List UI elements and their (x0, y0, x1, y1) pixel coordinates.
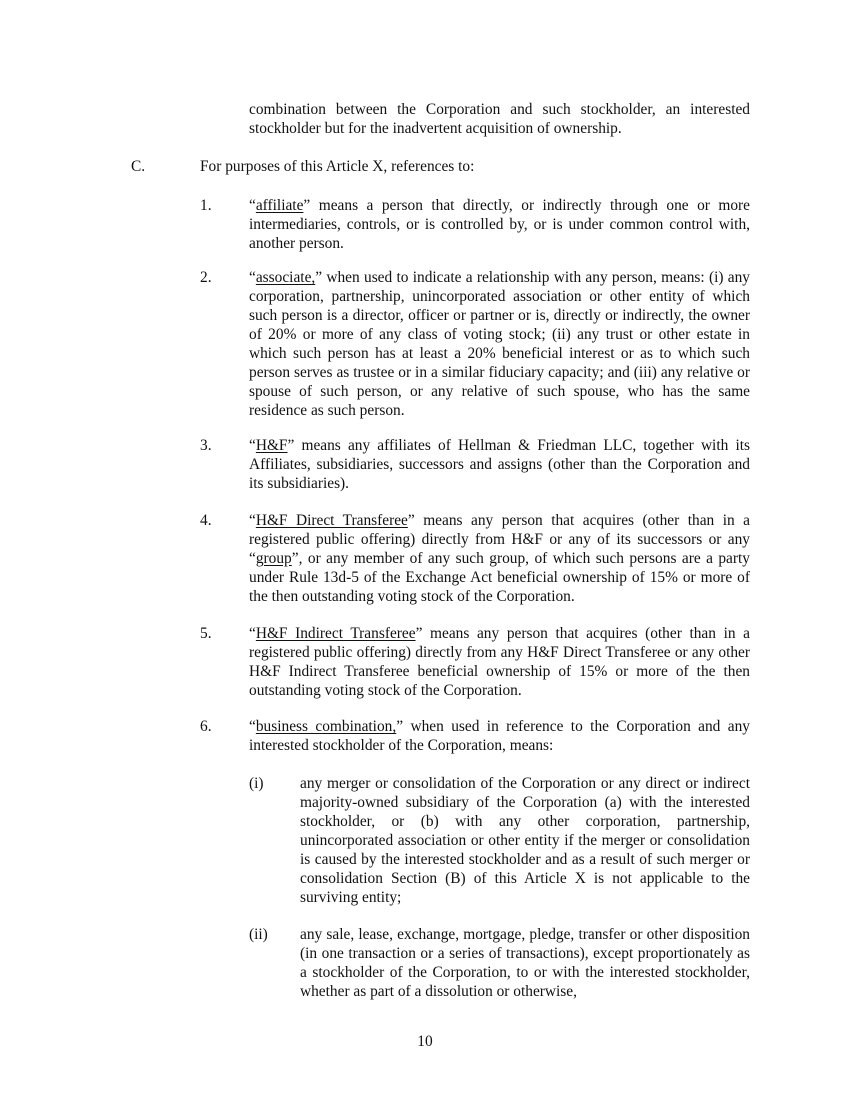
definition-affiliate: “affiliate” means a person that directly, or indirectly through one or more intermediaries, controls, or is controlled by, or is under common control with, another person. (249, 197, 750, 252)
subitem-text: any merger or consolidation of the Corporation or any direct or indirect majority-owned subsidiary of the Corporation (a) with the interested stockholder, or (b) with any other corporation, partnership, unincorporated association or other entity if the merger or consolidation is caused by the interested stockholder and as a result of such merger or consolidation Section (B) of this Article X is not applicable to the surviving entity; (300, 775, 750, 906)
defined-term: associate, (255, 269, 316, 286)
definition-associate: “associate,” when used to indicate a relationship with any person, means: (i) any corporation, partnership, unincorporated association or other entity of which such person is a director, officer or partner or is, directly or indirectly, the owner of 20% or more of any class of voting stock; (ii) any trust or other estate in which such person has at least a 20% beneficial interest or as to which such person serves as trustee or in a similar fiduciary capacity; and (iii) any relative or spouse of such person, or any relative of such spouse, who has the same residence as such person. (249, 269, 750, 419)
subitem-i (300, 774, 750, 907)
subitem-label: (ii) (249, 926, 268, 943)
section-c-heading (200, 157, 750, 176)
definition-hf-indirect-transferee: “H&F Indirect Transferee” means any person that acquires (other than in a registered public offering) directly from any H&F Direct Transferee or any other H&F Indirect Transferee beneficial ownership of 15% or more of the then outstanding voting stock of the Corporation. (249, 625, 750, 699)
definition-hf: “H&F” means any affiliates of Hellman & Friedman LLC, together with its Affiliates, subsidiaries, successors and assigns (other than the Corporation and its subsidiaries). (249, 437, 750, 492)
defined-term: H&F (255, 437, 288, 454)
defined-term: business combination, (255, 718, 397, 735)
definition-number: 3. (200, 437, 212, 454)
defined-term: H&F Indirect Transferee (255, 625, 416, 642)
definition-number: 2. (200, 269, 212, 286)
definition-hf-direct-transferee: “H&F Direct Transferee” means any person that acquires (other than in a registered public offering) directly from H&F or any of its successors or any “group”, or any member of any such group, of which such persons are a party under Rule 13d-5 of the Exchange Act beneficial ownership of 15% or more of the then outstanding voting stock of the Corporation. (249, 512, 750, 605)
definition-number: 5. (200, 625, 212, 642)
definition-number: 1. (200, 197, 212, 214)
page-number: 10 (417, 1033, 433, 1050)
continuation-text: combination between the Corporation and such stockholder, an interested stockholder but for the inadvertent acquisition of ownership. (249, 101, 750, 137)
definition-number: 4. (200, 512, 212, 529)
subitem-label: (i) (249, 775, 264, 792)
subitem-ii (300, 925, 750, 1001)
section-c-label: C. (131, 158, 146, 175)
defined-term-group: group (255, 550, 292, 567)
defined-term: affiliate (255, 197, 304, 214)
subitem-text: any sale, lease, exchange, mortgage, pledge, transfer or other disposition (in one transaction or a series of transactions), except proportionately as a stockholder of the Corporation, to or with the interested stockholder, whether as part of a dissolution or otherwise, (300, 926, 750, 1000)
definition-number: 6. (200, 718, 212, 735)
continuation-paragraph (249, 100, 750, 138)
section-c-text: For purposes of this Article X, references to: (200, 158, 475, 175)
definition-business-combination: “business combination,” when used in reference to the Corporation and any interested stockholder of the Corporation, means: (249, 718, 751, 754)
defined-term: H&F Direct Transferee (255, 512, 408, 529)
